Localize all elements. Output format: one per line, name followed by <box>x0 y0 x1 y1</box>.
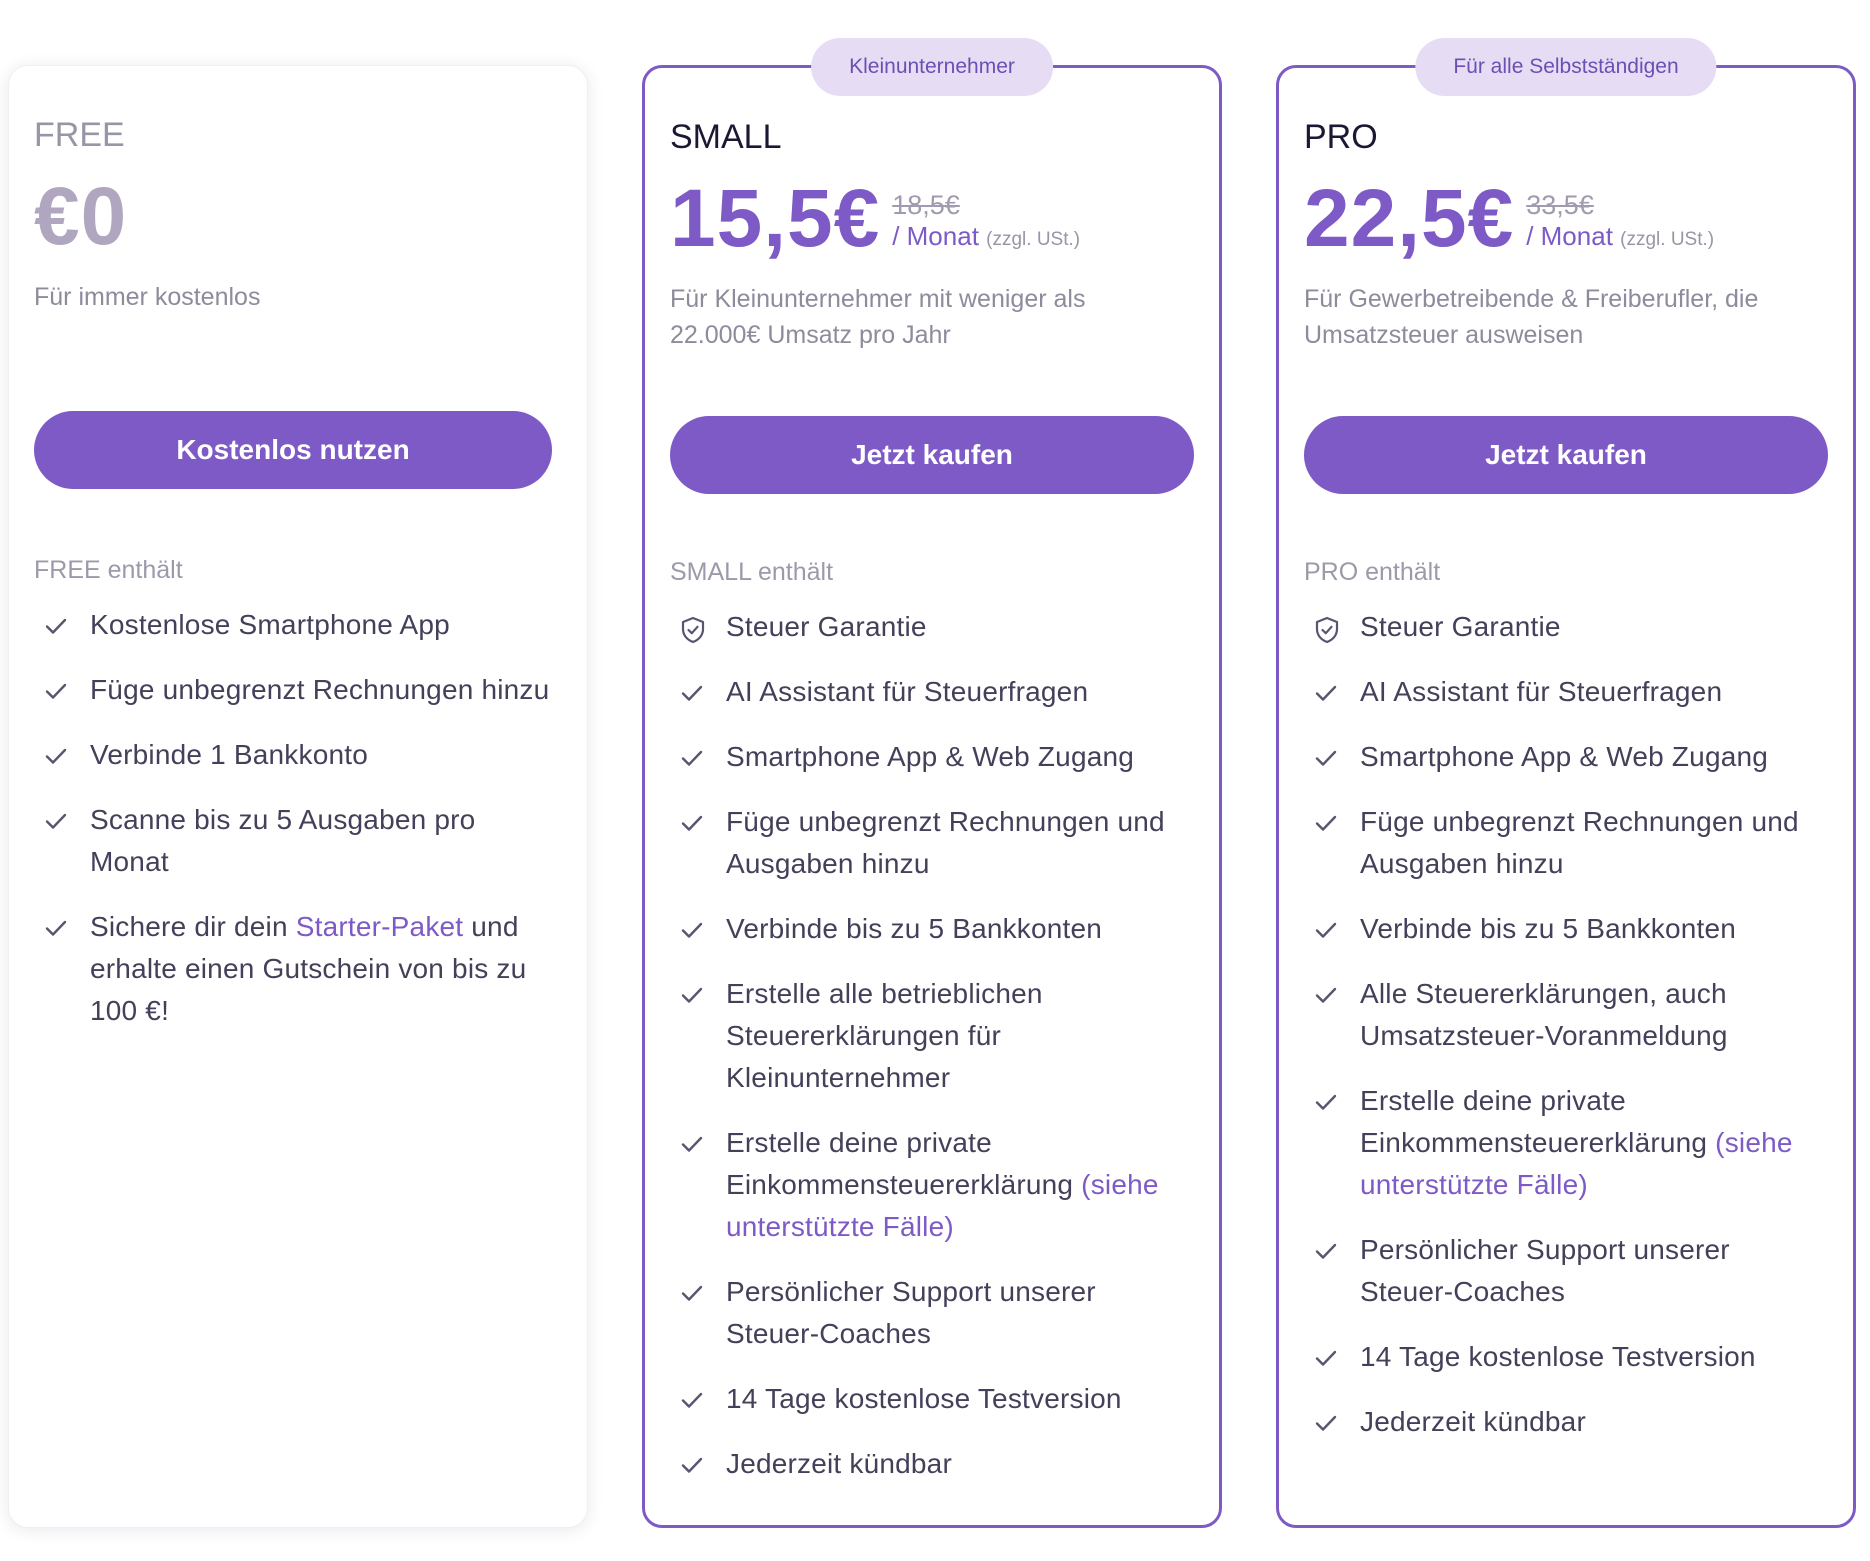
check-icon <box>44 744 68 768</box>
supported-cases-link[interactable]: (siehe unterstützte Fälle) <box>1360 1127 1793 1200</box>
plan-name: PRO <box>1304 118 1378 156</box>
feature-text: Alle Steuererklärungen, auch Umsatzsteuer-Voranmeldung <box>1360 978 1728 1051</box>
feature-item <box>670 671 1194 713</box>
plan-ribbon: Kleinunternehmer <box>811 38 1053 96</box>
check-icon <box>680 746 704 770</box>
plan-name: FREE <box>34 116 125 154</box>
feature-text: Verbinde 1 Bankkonto <box>90 739 368 770</box>
tax-note: (zzgl. USt.) <box>986 229 1081 251</box>
feature-text-after: und erhalte einen Gutschein von bis zu 100 €! <box>90 911 527 1026</box>
plan-price: 22,5€ <box>1304 173 1515 264</box>
check-icon <box>1314 1411 1338 1435</box>
check-icon <box>680 1453 704 1477</box>
check-icon <box>1314 681 1338 705</box>
check-icon <box>680 1281 704 1305</box>
check-icon <box>680 681 704 705</box>
feature-item <box>34 604 562 646</box>
feature-item <box>34 799 562 883</box>
feature-item <box>1304 736 1828 778</box>
check-icon <box>1314 746 1338 770</box>
feature-text: Smartphone App & Web Zugang <box>726 741 1135 772</box>
feature-item <box>1304 1229 1828 1313</box>
feature-text: AI Assistant für Steuerfragen <box>726 676 1089 707</box>
feature-item <box>1304 606 1828 648</box>
feature-text: Jederzeit kündbar <box>726 1448 952 1479</box>
supported-cases-link[interactable]: (siehe unterstützte Fälle) <box>726 1169 1159 1242</box>
feature-text: Smartphone App & Web Zugang <box>1360 741 1769 772</box>
plan-card-pro <box>1276 55 1856 1528</box>
check-icon <box>1314 983 1338 1007</box>
price-row <box>670 173 1081 264</box>
feature-text: Verbinde bis zu 5 Bankkonten <box>1360 913 1737 944</box>
feature-text: Steuer Garantie <box>1360 611 1561 642</box>
feature-text: Füge unbegrenzt Rechnungen hinzu <box>90 674 550 705</box>
feature-item <box>1304 973 1828 1057</box>
feature-item <box>670 1443 1194 1485</box>
plan-description: Für Gewerbetreibende & Freiberufler, die Umsatzsteuer ausweisen <box>1304 285 1759 349</box>
feature-list <box>670 606 1194 1508</box>
buy-pro-button[interactable]: Jetzt kaufen <box>1304 416 1828 494</box>
feature-item <box>34 906 562 1032</box>
feature-text: 14 Tage kostenlose Testversion <box>726 1383 1122 1414</box>
feature-item <box>670 736 1194 778</box>
price-row <box>34 171 128 262</box>
plan-card-free <box>8 65 588 1528</box>
plan-name: SMALL <box>670 118 782 156</box>
price-details <box>1526 191 1714 254</box>
check-icon <box>680 1388 704 1412</box>
feature-text: Verbinde bis zu 5 Bankkonten <box>726 913 1103 944</box>
feature-text: Erstelle deine private Einkommensteuererklärung <box>726 1127 1074 1200</box>
feature-text: Erstelle deine private Einkommensteuererklärung <box>1360 1085 1708 1158</box>
feature-item <box>670 1271 1194 1355</box>
buy-small-button[interactable]: Jetzt kaufen <box>670 416 1194 494</box>
check-icon <box>44 809 68 833</box>
old-price: 33,5€ <box>1526 189 1594 220</box>
plan-ribbon: Für alle Selbstständigen <box>1415 38 1716 96</box>
feature-item <box>1304 671 1828 713</box>
old-price: 18,5€ <box>892 189 960 220</box>
feature-item <box>1304 908 1828 950</box>
feature-item <box>34 734 562 776</box>
feature-text: Scanne bis zu 5 Ausgaben pro Monat <box>90 804 476 877</box>
feature-text: Kostenlose Smartphone App <box>90 609 450 640</box>
shield-check-icon <box>1314 616 1338 640</box>
price-details <box>892 191 1080 254</box>
feature-text: AI Assistant für Steuerfragen <box>1360 676 1723 707</box>
plan-price: 15,5€ <box>670 173 881 264</box>
feature-text: Persönlicher Support unserer Steuer-Coaches <box>1360 1234 1730 1307</box>
plan-price: €0 <box>34 171 128 262</box>
feature-item <box>1304 1080 1828 1206</box>
per-month: / Monat <box>892 221 979 252</box>
check-icon <box>680 1132 704 1156</box>
price-row <box>1304 173 1715 264</box>
shield-check-icon <box>680 616 704 640</box>
check-icon <box>680 983 704 1007</box>
billing-period <box>892 220 1080 254</box>
feature-text: Erstelle alle betrieblichen Steuererklärungen für Kleinunternehmer <box>726 978 1043 1093</box>
feature-text: 14 Tage kostenlose Testversion <box>1360 1341 1756 1372</box>
features-heading: PRO enthält <box>1304 558 1441 586</box>
feature-item <box>1304 1336 1828 1378</box>
feature-text: Jederzeit kündbar <box>1360 1406 1586 1437</box>
tax-note: (zzgl. USt.) <box>1620 229 1715 251</box>
check-icon <box>44 916 68 940</box>
feature-item <box>670 1122 1194 1248</box>
check-icon <box>44 614 68 638</box>
feature-item <box>1304 801 1828 885</box>
feature-list <box>34 604 562 1055</box>
check-icon <box>1314 1090 1338 1114</box>
feature-item <box>34 669 562 711</box>
use-free-button[interactable]: Kostenlos nutzen <box>34 411 552 489</box>
feature-item <box>670 908 1194 950</box>
check-icon <box>680 811 704 835</box>
check-icon <box>680 918 704 942</box>
feature-item <box>670 801 1194 885</box>
features-heading: FREE enthält <box>34 556 183 584</box>
features-heading: SMALL enthält <box>670 558 834 586</box>
feature-item <box>670 606 1194 648</box>
feature-item <box>670 1378 1194 1420</box>
feature-item <box>670 973 1194 1099</box>
feature-text-before: Sichere dir dein <box>90 911 296 942</box>
plan-description: Für immer kostenlos <box>34 283 261 311</box>
starter-package-link[interactable]: Starter-Paket <box>295 911 464 942</box>
check-icon <box>1314 1346 1338 1370</box>
feature-text: Persönlicher Support unserer Steuer-Coaches <box>726 1276 1096 1349</box>
feature-text: Steuer Garantie <box>726 611 927 642</box>
check-icon <box>1314 918 1338 942</box>
feature-list <box>1304 606 1828 1466</box>
billing-period <box>1526 220 1714 254</box>
per-month: / Monat <box>1526 221 1613 252</box>
feature-item <box>1304 1401 1828 1443</box>
plan-card-small <box>642 55 1222 1528</box>
check-icon <box>1314 1239 1338 1263</box>
feature-text: Füge unbegrenzt Rechnungen und Ausgaben hinzu <box>1360 806 1799 879</box>
check-icon <box>1314 811 1338 835</box>
check-icon <box>44 679 68 703</box>
plan-description: Für Kleinunternehmer mit weniger als 22.000€ Umsatz pro Jahr <box>670 285 1086 349</box>
feature-text: Füge unbegrenzt Rechnungen und Ausgaben hinzu <box>726 806 1165 879</box>
